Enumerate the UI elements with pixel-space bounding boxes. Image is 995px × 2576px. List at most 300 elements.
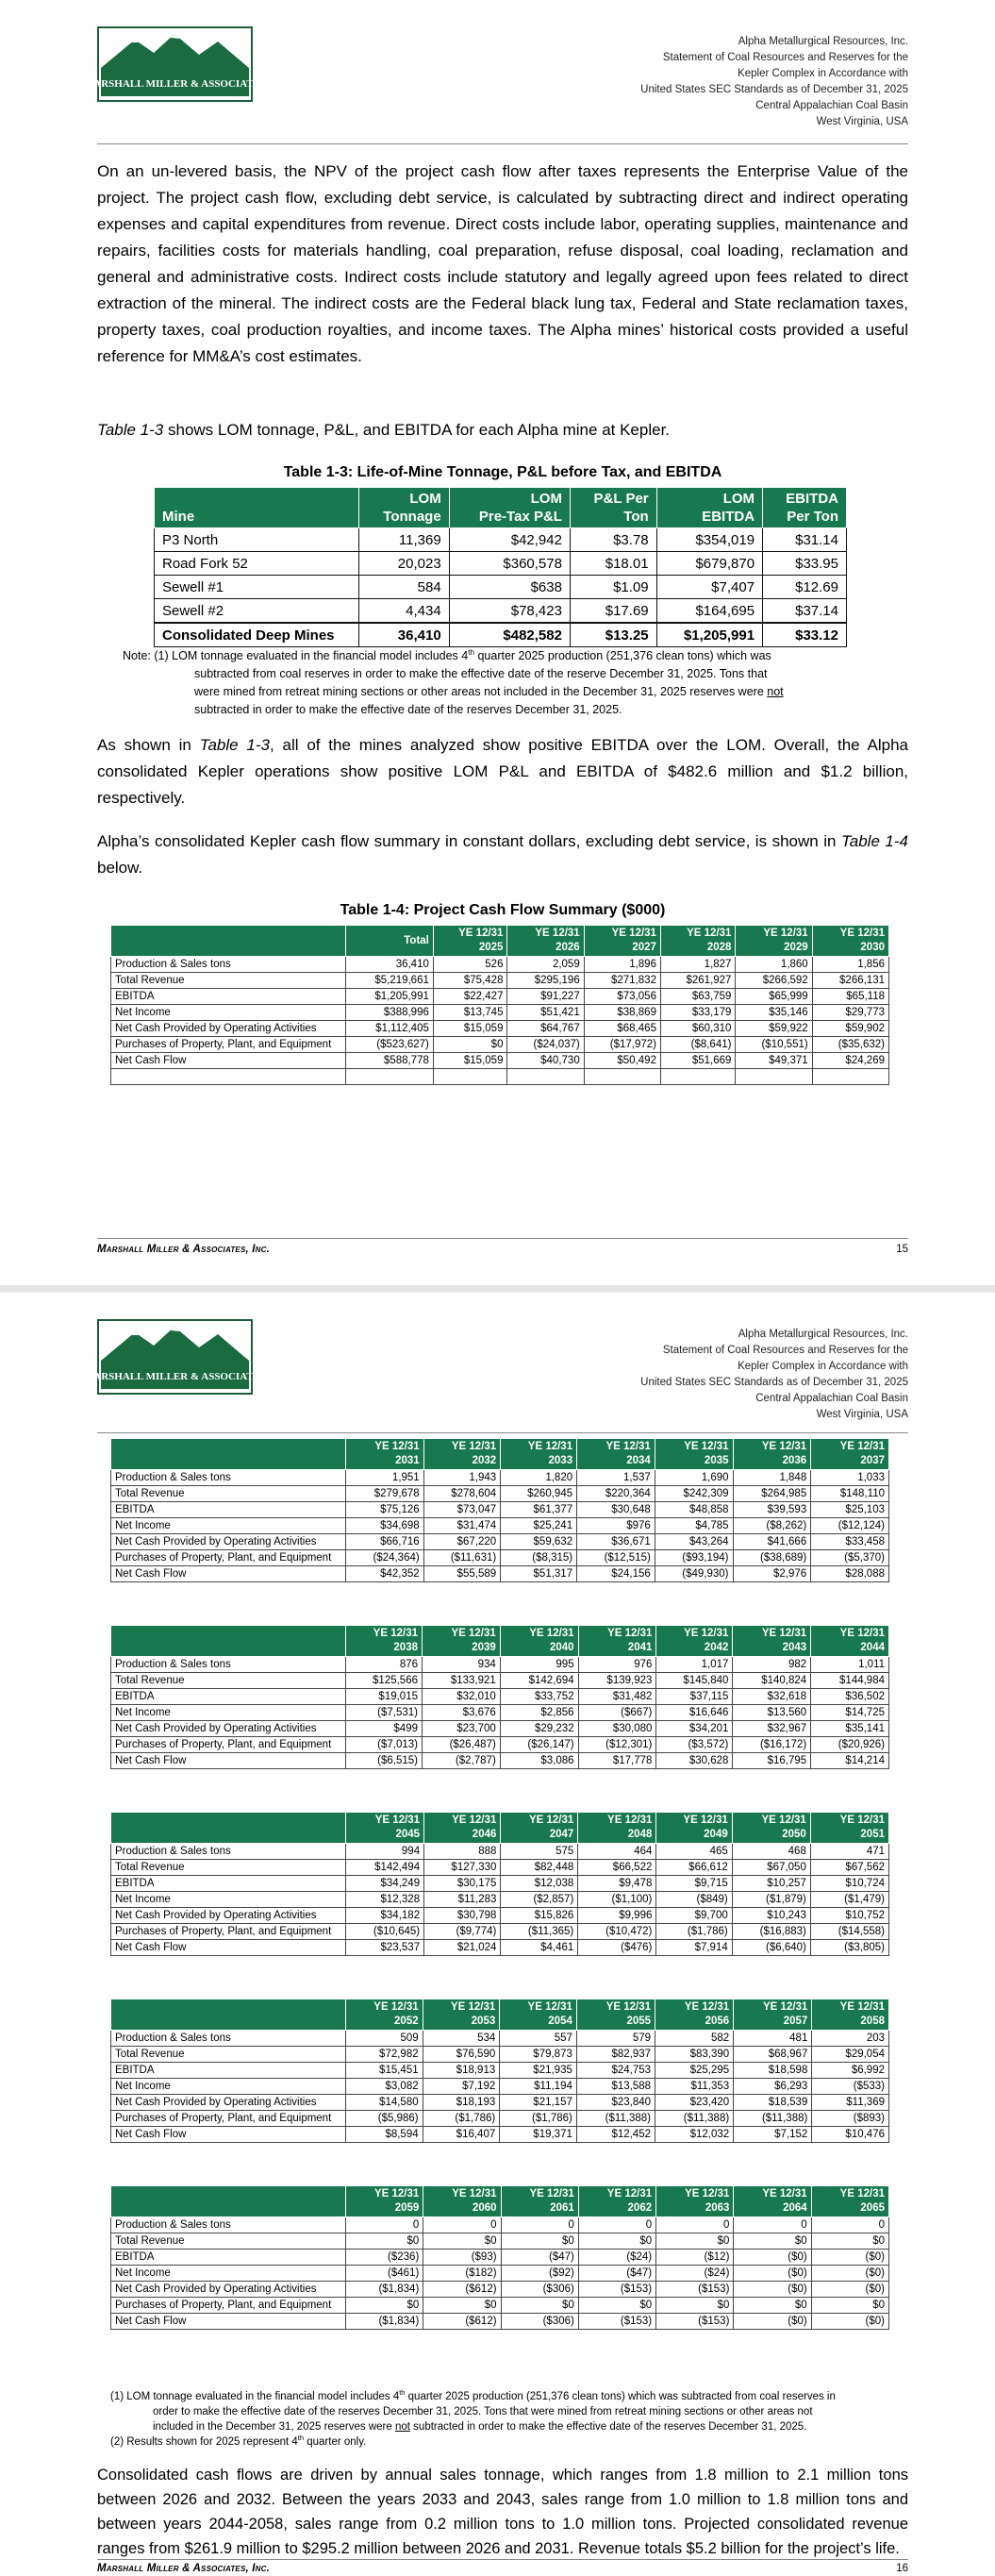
col-header: YE 12/31 2048 <box>578 1813 656 1844</box>
table-row: Net Cash Provided by Operating Activities $499 $23,700 $29,232 $30,080 $34,201 $32,967 $35,141 <box>111 1721 889 1737</box>
col-header: Total <box>346 926 434 957</box>
table-cell: $30,080 <box>578 1721 656 1737</box>
table-cell: 534 <box>423 2031 500 2047</box>
table-row: EBITDA ($236) ($93) ($47) ($24) ($12) ($0) ($0) <box>111 2250 889 2266</box>
table-row: Sewell #1 584 $638 $1.09 $7,407 $12.69 <box>155 576 847 599</box>
table-row: P3 North 11,369 $42,942 $3.78 $354,019 $31.14 <box>155 528 847 552</box>
table-cell: 203 <box>812 2031 889 2047</box>
table-cell: $12,038 <box>501 1876 578 1892</box>
col-header: YE 12/31 2038 <box>346 1626 423 1657</box>
table-cell: $18,539 <box>734 2095 812 2111</box>
col-header: YE 12/31 2061 <box>501 2186 578 2217</box>
table-row: EBITDA $75,126 $73,047 $61,377 $30,648 $48,858 $39,593 $25,103 <box>111 1502 889 1518</box>
table-cell: ($12,301) <box>578 1737 656 1753</box>
table-row: Production & Sales tons 1,951 1,943 1,820 1,537 1,690 1,848 1,033 <box>111 1470 889 1486</box>
table-cell: 509 <box>346 2031 423 2047</box>
cash-flow-table <box>110 1812 889 1956</box>
table-cell: ($14,558) <box>810 1924 888 1940</box>
table-cell: 1,011 <box>811 1657 889 1673</box>
table-row: Purchases of Property, Plant, and Equipment ($523,627) $0 ($24,037) ($17,972) ($8,641) ($10,551) ($35,632) <box>111 1037 889 1053</box>
table-cell: $12,328 <box>346 1892 424 1908</box>
table-cell: ($1,786) <box>656 1924 732 1940</box>
col-header: YE 12/31 2060 <box>423 2186 501 2217</box>
table-cell: $13,560 <box>733 1705 811 1721</box>
table-cell: ($9,774) <box>424 1924 501 1940</box>
table-cell: $25,295 <box>655 2063 734 2079</box>
table-cell: $3,086 <box>500 1753 578 1769</box>
npv-paragraph: On an un-levered basis, the NPV of the project cash flow after taxes represents the Enterprise Value of the project. The project cash flow, excluding debt service, is calculated by subtracting direct and indirect operating expenses and capital expenditures from revenue. Direct costs include labor, operating supplies, maintenance and repairs, facilities costs for materials handling, coal preparation, refuse disposal, coal loading, reclamation and general and administrative costs. Indirect costs include statutory and legally agreed upon fees related to direct extraction of the mineral. The indirect costs are the Federal black lung tax, Federal and State reclamation taxes, property taxes, coal production royalties, and income taxes. The Alpha mines’ historical costs provided a useful reference for MM&A’s cost estimates. <box>97 162 908 365</box>
mma-logo <box>83 1319 267 1395</box>
table-1-4 <box>110 925 889 1085</box>
mma-logo <box>83 26 267 102</box>
table-cell: $9,715 <box>656 1876 732 1892</box>
table-cell: $43,264 <box>655 1534 733 1550</box>
table-cell: ($16,172) <box>733 1737 811 1753</box>
table-cell: $25,241 <box>501 1518 577 1534</box>
table-cell: $25,103 <box>811 1502 889 1518</box>
table-row: Net Cash Flow ($6,515) ($2,787) $3,086 $17,778 $30,628 $16,795 $14,214 <box>111 1753 889 1769</box>
logo-text: MARSHALL MILLER & ASSOCIATES <box>83 1371 267 1382</box>
table-cell: ($24,364) <box>346 1550 424 1566</box>
table-cell: $0 <box>423 2233 501 2250</box>
table-row: Production & Sales tons 36,410 526 2,059 1,896 1,827 1,860 1,856 <box>111 957 889 973</box>
table-cell: $23,537 <box>346 1940 424 1956</box>
header-company: Alpha Metallurgical Resources, Inc. <box>738 1329 908 1340</box>
consolidated-cash-flow-paragraph: Consolidated cash flows are driven by annual sales tonnage, which ranges from 1.8 million to 2.1 million tons between 2026 and 2032. Between the years 2033 and 2043, sales range from 1.0 million to 1.8 million tons and between years 2044-2058, sales range from 0.2 million tons to 1.0 million tons. Projected consolidated revenue ranges from $261.9 million to $295.2 million between 2026 and 2031. Revenue totals $5.2 billion for the project’s life. <box>97 2467 908 2557</box>
table-cell: $0 <box>346 2298 423 2314</box>
table-cell: $0 <box>423 2298 501 2314</box>
table-cell: 934 <box>423 1657 501 1673</box>
col-header: YE 12/31 2062 <box>578 2186 655 2217</box>
table-cell: $2,976 <box>733 1566 811 1582</box>
col-header: YE 12/31 2057 <box>734 1999 812 2031</box>
table-row: Sewell #2 4,434 $78,423 $17.69 $164,695 $37.14 <box>155 599 847 624</box>
table-cell: ($49,930) <box>655 1566 733 1582</box>
table-cell: ($47) <box>501 2250 578 2266</box>
table-row: Total Revenue $125,566 $133,921 $142,694 $139,923 $145,840 $140,824 $144,984 <box>111 1673 889 1689</box>
table-cell: ($1,834) <box>346 2314 423 2330</box>
table-row: Net Cash Provided by Operating Activities ($1,834) ($612) ($306) ($153) ($153) ($0) ($0) <box>111 2282 889 2298</box>
table-cell: ($533) <box>812 2079 889 2095</box>
table-cell: ($8,315) <box>501 1550 577 1566</box>
col-header: YE 12/31 2039 <box>423 1626 501 1657</box>
col-header: YE 12/31 2034 <box>577 1439 655 1470</box>
cash-flow-intro: Alpha’s consolidated Kepler cash flow summary in constant dollars, excluding debt service, is shown in Table 1-4 below. <box>97 832 908 877</box>
table-cell: $32,010 <box>423 1689 501 1705</box>
table-cell: ($26,147) <box>500 1737 578 1753</box>
col-header: YE 12/31 2036 <box>733 1439 811 1470</box>
table-cell: ($2,787) <box>423 1753 501 1769</box>
document-header <box>640 1327 908 1423</box>
table-cell: ($24) <box>656 2266 734 2282</box>
table-cell: $14,725 <box>811 1705 889 1721</box>
col-header: YE 12/31 2045 <box>346 1813 424 1844</box>
table-cell: $142,694 <box>500 1673 578 1689</box>
page-number: 15 <box>896 1244 908 1255</box>
table-cell: 579 <box>576 2031 655 2047</box>
table-row: Net Cash Flow $42,352 $55,589 $51,317 $24,156 ($49,930) $2,976 $28,088 <box>111 1566 889 1582</box>
col-header: YE 12/31 2054 <box>500 1999 577 2031</box>
table-row: Net Cash Flow $8,594 $16,407 $19,371 $12,452 $12,032 $7,152 $10,476 <box>111 2127 889 2143</box>
table-cell: 994 <box>346 1844 424 1860</box>
table-cell: $6,992 <box>812 2063 889 2079</box>
col-header: YE 12/31 2050 <box>732 1813 810 1844</box>
col-header: YE 12/31 2037 <box>811 1439 889 1470</box>
col-header: YE 12/31 2028 <box>660 926 735 957</box>
table-cell: ($1,100) <box>578 1892 656 1908</box>
table-cell: 0 <box>811 2217 888 2233</box>
table-cell: $61,377 <box>501 1502 577 1518</box>
table-cell: $0 <box>346 2233 423 2250</box>
table-cell: $12,452 <box>576 2127 655 2143</box>
table-row: Net Cash Provided by Operating Activities $14,580 $18,193 $21,157 $23,840 $23,420 $18,539 $11,369 <box>111 2095 889 2111</box>
table-cell: $32,967 <box>733 1721 811 1737</box>
table-row: Total Revenue $279,678 $278,604 $260,945 $220,364 $242,309 $264,985 $148,110 <box>111 1486 889 1502</box>
table-cell: ($3,572) <box>656 1737 733 1753</box>
table-cell: $142,494 <box>346 1860 424 1876</box>
table-cell: $30,628 <box>656 1753 733 1769</box>
table-cell: ($612) <box>423 2282 501 2298</box>
table-cell: 876 <box>346 1657 423 1673</box>
cash-flow-footnotes: (1) LOM tonnage evaluated in the financial model includes 4th quarter 2025 production (251,376 clean tons) which was subtracted from coal reserves in order to make the effective date of the reserves December 31, 2025. Tons that were mined from retreat mining sections or other areas not included in the December 31, 2025 reserves were not subtracted in order to make the effective date of the reserves December 31, 2025. (2) Results shown for 2025 represent 4th quarter only. <box>110 2388 836 2448</box>
col-header-mine: Mine <box>155 488 359 528</box>
table-cell: ($93,194) <box>655 1550 733 1566</box>
table-cell: $9,700 <box>656 1908 732 1924</box>
table-cell: ($3,805) <box>810 1940 888 1956</box>
table-cell: $36,502 <box>811 1689 889 1705</box>
table-cell: 464 <box>578 1844 656 1860</box>
footer-rule <box>97 2559 908 2560</box>
table-cell: ($893) <box>812 2111 889 2127</box>
table-cell: ($7,013) <box>346 1737 423 1753</box>
col-header: YE 12/31 2051 <box>810 1813 888 1844</box>
table-cell: $144,984 <box>811 1673 889 1689</box>
col-header: YE 12/31 2025 <box>433 926 507 957</box>
table-cell: ($0) <box>734 2314 811 2330</box>
table-cell: 1,820 <box>501 1470 577 1486</box>
table-cell: ($10,645) <box>346 1924 424 1940</box>
table-cell: $10,243 <box>732 1908 810 1924</box>
table-cell: $67,562 <box>810 1860 888 1876</box>
table-cell: $68,967 <box>734 2047 812 2063</box>
table-cell: ($612) <box>423 2314 501 2330</box>
table-cell: ($306) <box>501 2314 578 2330</box>
table-1-3-intro: Table 1-3 shows LOM tonnage, P&L, and EBITDA for each Alpha mine at Kepler. <box>97 421 671 439</box>
table-blank-row <box>111 1069 889 1085</box>
table-cell: ($1,786) <box>423 2111 500 2127</box>
table-cell: $36,671 <box>577 1534 655 1550</box>
table-cell: $24,156 <box>577 1566 655 1582</box>
footer-rule <box>97 1238 908 1239</box>
header-rule <box>97 1432 908 1433</box>
table-cell: $66,612 <box>656 1860 732 1876</box>
table-cell: $30,648 <box>577 1502 655 1518</box>
page-separator <box>0 1285 995 1293</box>
table-row: EBITDA $34,249 $30,175 $12,038 $9,478 $9,715 $10,257 $10,724 <box>111 1876 889 1892</box>
table-cell: $125,566 <box>346 1673 423 1689</box>
table-cell: $42,352 <box>346 1566 424 1582</box>
table-cell: ($2,857) <box>501 1892 578 1908</box>
col-header: YE 12/31 2042 <box>656 1626 733 1657</box>
table-cell: $18,598 <box>734 2063 812 2079</box>
table-cell: $11,369 <box>812 2095 889 2111</box>
table-cell: $0 <box>578 2233 655 2250</box>
table-row: EBITDA $19,015 $32,010 $33,752 $31,482 $37,115 $32,618 $36,502 <box>111 1689 889 1705</box>
table-row: Production & Sales tons 509 534 557 579 582 481 203 <box>111 2031 889 2047</box>
table-cell: ($182) <box>423 2266 501 2282</box>
table-cell: ($38,689) <box>733 1550 811 1566</box>
col-header: YE 12/31 2056 <box>655 1999 734 2031</box>
table-row: Production & Sales tons 0 0 0 0 0 0 0 <box>111 2217 889 2233</box>
logo-text: MARSHALL MILLER & ASSOCIATES <box>83 78 267 90</box>
header-line: Central Appalachian Coal Basin <box>755 100 908 111</box>
col-header: YE 12/31 2059 <box>346 2186 423 2217</box>
table-cell: $33,458 <box>811 1534 889 1550</box>
col-header: YE 12/31 2029 <box>736 926 812 957</box>
col-header: YE 12/31 2058 <box>812 1999 889 2031</box>
table-cell: $83,390 <box>655 2047 734 2063</box>
table-cell: $75,126 <box>346 1502 424 1518</box>
table-cell: ($26,487) <box>423 1737 501 1753</box>
table-cell: $82,448 <box>501 1860 578 1876</box>
table-cell: $15,451 <box>346 2063 423 2079</box>
table-cell: $6,293 <box>734 2079 812 2095</box>
table-row: Purchases of Property, Plant, and Equipment ($24,364) ($11,631) ($8,315) ($12,515) ($93,194) ($38,689) ($5,370) <box>111 1550 889 1566</box>
table-cell: $13,588 <box>576 2079 655 2095</box>
table-cell: $4,461 <box>501 1940 578 1956</box>
table-cell: 995 <box>500 1657 578 1673</box>
header-line: United States SEC Standards as of December 31, 2025 <box>640 84 908 95</box>
table-cell: $0 <box>656 2233 734 2250</box>
col-header: YE 12/31 2063 <box>656 2186 734 2217</box>
col-header: YE 12/31 2044 <box>811 1626 889 1657</box>
table-cell: ($1,479) <box>810 1892 888 1908</box>
table-cell: ($1,879) <box>732 1892 810 1908</box>
table-cell: ($8,262) <box>733 1518 811 1534</box>
table-cell: ($6,640) <box>732 1940 810 1956</box>
table-cell: 481 <box>734 2031 812 2047</box>
table-cell: $15,826 <box>501 1908 578 1924</box>
table-cell: $31,474 <box>423 1518 501 1534</box>
table-cell: $23,840 <box>576 2095 655 2111</box>
cash-flow-table <box>110 1999 889 2143</box>
table-cell: 468 <box>732 1844 810 1860</box>
table-row: Net Cash Provided by Operating Activities $34,182 $30,798 $15,826 $9,996 $9,700 $10,243 $10,752 <box>111 1908 889 1924</box>
footer-company: Marshall Miller & Associates, Inc. <box>97 1244 271 1255</box>
table-cell: ($461) <box>346 2266 423 2282</box>
table-cell: 1,690 <box>655 1470 733 1486</box>
table-1-4-caption: Table 1-4: Project Cash Flow Summary ($000) <box>340 902 666 918</box>
table-cell: $29,232 <box>500 1721 578 1737</box>
col-header: LOM Tonnage <box>359 488 450 528</box>
table-cell: ($153) <box>656 2314 734 2330</box>
table-cell: $7,914 <box>656 1940 732 1956</box>
table-cell: $24,753 <box>576 2063 655 2079</box>
table-cell: $73,047 <box>423 1502 501 1518</box>
table-cell: $7,192 <box>423 2079 500 2095</box>
table-cell: $11,194 <box>500 2079 577 2095</box>
table-cell: $18,193 <box>423 2095 500 2111</box>
table-cell: ($5,986) <box>346 2111 423 2127</box>
table-cell: $278,604 <box>423 1486 501 1502</box>
table-row: Total Revenue $72,982 $76,590 $79,873 $82,937 $83,390 $68,967 $29,054 <box>111 2047 889 2063</box>
table-cell: 0 <box>501 2217 578 2233</box>
table-cell: $14,580 <box>346 2095 423 2111</box>
table-row: Purchases of Property, Plant, and Equipment $0 $0 $0 $0 $0 $0 $0 <box>111 2298 889 2314</box>
table-cell: $16,407 <box>423 2127 500 2143</box>
col-header: YE 12/31 2027 <box>584 926 660 957</box>
col-header: LOM EBITDA <box>656 488 762 528</box>
table-cell: ($16,883) <box>732 1924 810 1940</box>
table-cell: $28,088 <box>811 1566 889 1582</box>
table-row: Production & Sales tons 994 888 575 464 465 468 471 <box>111 1844 889 1860</box>
table-cell: ($47) <box>578 2266 655 2282</box>
table-cell: ($11,388) <box>734 2111 812 2127</box>
col-header: YE 12/31 2035 <box>655 1439 733 1470</box>
table-cell: $37,115 <box>656 1689 733 1705</box>
table-cell: $34,201 <box>656 1721 733 1737</box>
table-cell: $133,921 <box>423 1673 501 1689</box>
table-cell: ($306) <box>501 2282 578 2298</box>
table-cell: ($1,786) <box>500 2111 577 2127</box>
col-header: YE 12/31 2047 <box>501 1813 578 1844</box>
table-cell: $23,420 <box>655 2095 734 2111</box>
table-cell: 582 <box>655 2031 734 2047</box>
col-header: P&L Per Ton <box>570 488 656 528</box>
table-cell: $51,317 <box>501 1566 577 1582</box>
table-cell: ($0) <box>734 2250 811 2266</box>
table-cell: $34,182 <box>346 1908 424 1924</box>
table-cell: $260,945 <box>501 1486 577 1502</box>
table-cell: 1,848 <box>733 1470 811 1486</box>
table-cell: $55,589 <box>423 1566 501 1582</box>
table-cell: $220,364 <box>577 1486 655 1502</box>
col-header: YE 12/31 2049 <box>656 1813 732 1844</box>
table-total-row: Consolidated Deep Mines 36,410 $482,582 $13.25 $1,205,991 $33.12 <box>155 623 847 647</box>
table-cell: ($0) <box>811 2314 888 2330</box>
table-row: Net Cash Flow $23,537 $21,024 $4,461 ($476) $7,914 ($6,640) ($3,805) <box>111 1940 889 1956</box>
table-cell: ($6,515) <box>346 1753 423 1769</box>
table-cell: 982 <box>733 1657 811 1673</box>
table-cell: $499 <box>346 1721 423 1737</box>
table-cell: $31,482 <box>578 1689 656 1705</box>
table-cell: $30,175 <box>424 1876 501 1892</box>
table-row: EBITDA $1,205,991 $22,427 $91,227 $73,056 $63,759 $65,999 $65,118 <box>111 989 889 1005</box>
table-row: Purchases of Property, Plant, and Equipment ($7,013) ($26,487) ($26,147) ($12,301) ($3,572) ($16,172) ($20,926) <box>111 1737 889 1753</box>
table-cell: ($11,631) <box>423 1550 501 1566</box>
table-row: Road Fork 52 20,023 $360,578 $18.01 $679,870 $33.95 <box>155 552 847 576</box>
table-cell: $4,785 <box>655 1518 733 1534</box>
table-cell: $148,110 <box>811 1486 889 1502</box>
table-cell: ($12,515) <box>577 1550 655 1566</box>
table-cell: $9,478 <box>578 1876 656 1892</box>
header-line: Kepler Complex in Accordance with <box>738 1361 908 1372</box>
table-cell: $11,353 <box>655 2079 734 2095</box>
table-row: Production & Sales tons 876 934 995 976 1,017 982 1,011 <box>111 1657 889 1673</box>
table-cell: $21,157 <box>500 2095 577 2111</box>
table-row: Total Revenue $142,494 $127,330 $82,448 $66,522 $66,612 $67,050 $67,562 <box>111 1860 889 1876</box>
table-cell: $35,141 <box>811 1721 889 1737</box>
ebitda-paragraph: As shown in Table 1-3, all of the mines analyzed show positive EBITDA over the LOM. Overall, the Alpha consolidated Kepler operations show positive LOM P&L and EBITDA of $482.6 million and $1.2 billion, respectively. <box>97 736 908 807</box>
table-cell: $3,676 <box>423 1705 501 1721</box>
table-cell: $67,220 <box>423 1534 501 1550</box>
table-cell: ($153) <box>578 2314 655 2330</box>
table-cell: $34,249 <box>346 1876 424 1892</box>
table-cell: $976 <box>577 1518 655 1534</box>
table-row: Net Income ($7,531) $3,676 $2,856 ($667) $16,646 $13,560 $14,725 <box>111 1705 889 1721</box>
table-row: Purchases of Property, Plant, and Equipment ($5,986) ($1,786) ($1,786) ($11,388) ($11,388) ($11,388) ($893) <box>111 2111 889 2127</box>
table-cell: $12,032 <box>655 2127 734 2143</box>
table-cell: $17,778 <box>578 1753 656 1769</box>
table-cell: $140,824 <box>733 1673 811 1689</box>
table-cell: $18,913 <box>423 2063 500 2079</box>
table-cell: 1,033 <box>811 1470 889 1486</box>
table-cell: 976 <box>578 1657 656 1673</box>
table-cell: $30,798 <box>424 1908 501 1924</box>
table-cell: $76,590 <box>423 2047 500 2063</box>
table-cell: ($11,388) <box>655 2111 734 2127</box>
table-cell: 1,943 <box>423 1470 501 1486</box>
table-row: Total Revenue $5,219,661 $75,428 $295,196 $271,832 $261,927 $266,592 $266,131 <box>111 973 889 989</box>
table-cell: $0 <box>656 2298 734 2314</box>
table-cell: ($10,472) <box>578 1924 656 1940</box>
header-company: Alpha Metallurgical Resources, Inc. <box>738 36 908 47</box>
table-cell: ($849) <box>656 1892 732 1908</box>
header-line: West Virginia, USA <box>816 1409 908 1420</box>
col-header: YE 12/31 2033 <box>501 1439 577 1470</box>
table-cell: 471 <box>810 1844 888 1860</box>
table-cell: ($7,531) <box>346 1705 423 1721</box>
table-cell: ($1,834) <box>346 2282 423 2298</box>
table-cell: ($93) <box>423 2250 501 2266</box>
table-cell: $0 <box>501 2298 578 2314</box>
col-header: YE 12/31 2040 <box>500 1626 578 1657</box>
table-cell: $10,476 <box>812 2127 889 2143</box>
table-cell: 1,017 <box>656 1657 733 1673</box>
table-cell: $242,309 <box>655 1486 733 1502</box>
table-cell: 465 <box>656 1844 732 1860</box>
table-cell: $10,752 <box>810 1908 888 1924</box>
table-cell: $0 <box>578 2298 655 2314</box>
table-cell: $21,935 <box>500 2063 577 2079</box>
header-line: West Virginia, USA <box>816 116 908 127</box>
col-header: YE 12/31 2041 <box>578 1626 656 1657</box>
table-cell: $16,646 <box>656 1705 733 1721</box>
page-16 <box>0 1293 995 2576</box>
table-cell: $0 <box>734 2298 811 2314</box>
table-cell: $279,678 <box>346 1486 424 1502</box>
table-cell: $11,283 <box>424 1892 501 1908</box>
table-ref: Table 1-3 <box>97 421 164 439</box>
col-header: YE 12/31 2053 <box>423 1999 500 2031</box>
table-cell: $2,856 <box>500 1705 578 1721</box>
table-cell: 1,951 <box>346 1470 424 1486</box>
table-row: Net Cash Flow ($1,834) ($612) ($306) ($153) ($153) ($0) ($0) <box>111 2314 889 2330</box>
table-cell: $14,214 <box>811 1753 889 1769</box>
table-cell: $19,015 <box>346 1689 423 1705</box>
table-row: Purchases of Property, Plant, and Equipment ($10,645) ($9,774) ($11,365) ($10,472) ($1,786) ($16,883) ($14,558) <box>111 1924 889 1940</box>
table-cell: ($11,365) <box>501 1924 578 1940</box>
col-header: YE 12/31 2043 <box>733 1626 811 1657</box>
table-cell: $72,982 <box>346 2047 423 2063</box>
col-header: EBITDA Per Ton <box>763 488 847 528</box>
table-cell: $10,257 <box>732 1876 810 1892</box>
col-header: YE 12/31 2055 <box>576 1999 655 2031</box>
table-cell: $21,024 <box>424 1940 501 1956</box>
table-1-3-note: Note: (1) LOM tonnage evaluated in the financial model includes 4th quarter 2025 production (251,376 clean tons) which was subtracted from coal reserves in order to make the effective date of the reserve December 31, 2025. Tons that were mined from retreat mining sections or other areas not included in the December 31, 2025 reserves were not subtracted in order to make the effective date of the reserves December 31, 2025. <box>123 647 784 716</box>
table-cell: 0 <box>734 2217 811 2233</box>
table-cell: $41,666 <box>733 1534 811 1550</box>
